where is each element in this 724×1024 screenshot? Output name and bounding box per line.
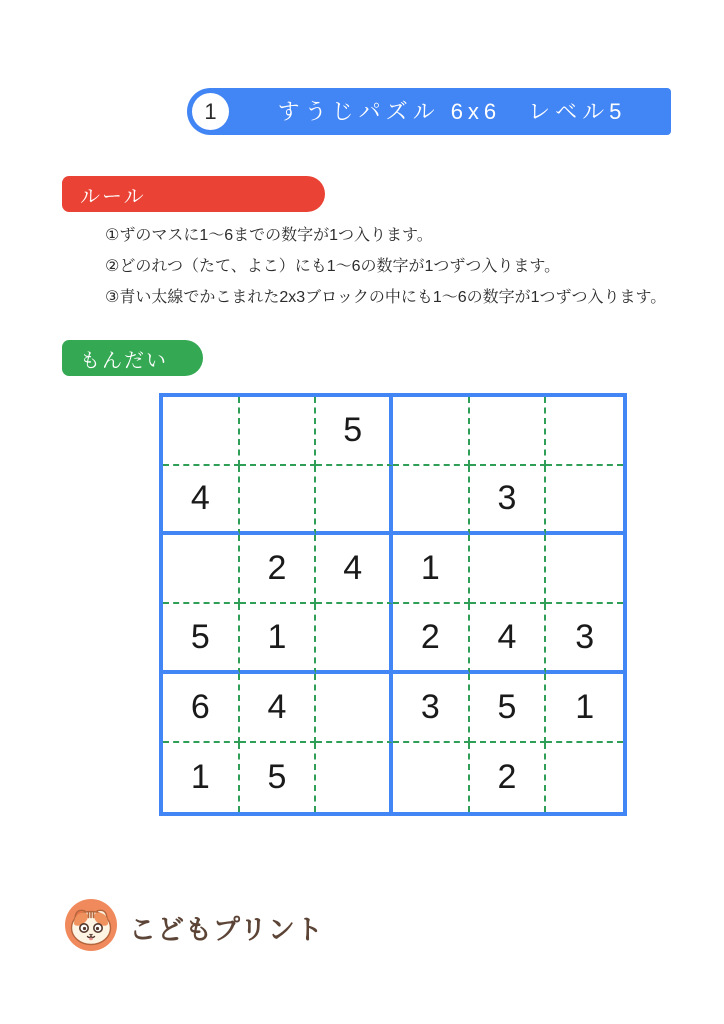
grid-cell-r2c1: 4 <box>163 466 240 535</box>
grid-cell-r5c3 <box>316 674 393 743</box>
grid-cell-r2c4 <box>393 466 470 535</box>
grid-cell-r1c2 <box>240 397 317 466</box>
grid-cell-r6c4 <box>393 743 470 812</box>
grid-cell-r5c2: 4 <box>240 674 317 743</box>
grid-cell-r6c2: 5 <box>240 743 317 812</box>
grid-cell-r4c5: 4 <box>470 604 547 673</box>
grid-cell-r5c6: 1 <box>546 674 623 743</box>
grid-cell-r6c5: 2 <box>470 743 547 812</box>
grid-cell-r3c2: 2 <box>240 535 317 604</box>
grid-cell-r1c6 <box>546 397 623 466</box>
grid-cell-r4c6: 3 <box>546 604 623 673</box>
grid-cell-r6c3 <box>316 743 393 812</box>
grid-cell-r3c4: 1 <box>393 535 470 604</box>
rule-line-3: ③青い太線でかこまれた2x3ブロックの中にも1〜6の数字が1つずつ入ります。 <box>105 289 667 306</box>
grid-cell-r4c1: 5 <box>163 604 240 673</box>
grid-cell-r6c6 <box>546 743 623 812</box>
logo-text: こどもプリント <box>129 915 324 945</box>
puzzle-grid <box>159 393 627 816</box>
grid-cell-r4c4: 2 <box>393 604 470 673</box>
grid-cell-r3c6 <box>546 535 623 604</box>
grid-cell-r6c1: 1 <box>163 743 240 812</box>
rule-line-1: ①ずのマスに1〜6までの数字が1つ入ります。 <box>105 227 433 244</box>
grid-cell-r1c4 <box>393 397 470 466</box>
grid-cell-r4c3 <box>316 604 393 673</box>
rules-badge <box>62 176 325 212</box>
rules-badge-label: ルール <box>80 185 146 208</box>
grid-cell-r4c2: 1 <box>240 604 317 673</box>
grid-cell-r3c3: 4 <box>316 535 393 604</box>
grid-cell-r5c4: 3 <box>393 674 470 743</box>
rules-list <box>105 220 666 313</box>
grid-cell-r5c5: 5 <box>470 674 547 743</box>
grid-cell-r2c2 <box>240 466 317 535</box>
grid-cell-r2c6 <box>546 466 623 535</box>
rule-line-2: ②どのれつ（たて、よこ）にも1〜6の数字が1つずつ入ります。 <box>105 258 561 275</box>
puzzle-number-badge: 1 <box>192 93 229 130</box>
grid-cell-r2c5: 3 <box>470 466 547 535</box>
problem-badge <box>62 340 203 376</box>
grid-cell-r2c3 <box>316 466 393 535</box>
grid-cell-r1c5 <box>470 397 547 466</box>
header-banner <box>187 88 671 135</box>
grid-cell-r5c1: 6 <box>163 674 240 743</box>
cat-face-icon <box>64 898 118 957</box>
site-logo <box>64 898 324 957</box>
grid-cell-r1c1 <box>163 397 240 466</box>
grid-cell-r3c5 <box>470 535 547 604</box>
page-title: すうじパズル 6x6 レベル5 <box>277 99 627 124</box>
grid-cell-r3c1 <box>163 535 240 604</box>
grid-cell-r1c3: 5 <box>316 397 393 466</box>
problem-badge-label: もんだい <box>80 349 168 372</box>
